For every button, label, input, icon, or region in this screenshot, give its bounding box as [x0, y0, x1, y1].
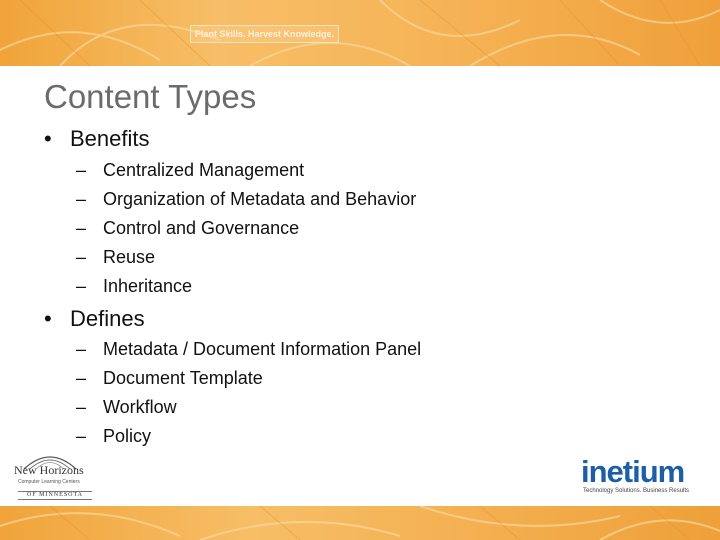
- list-item-label: Centralized Management: [103, 160, 305, 180]
- list-item-label: Document Template: [103, 368, 263, 388]
- list-item: [76, 276, 192, 297]
- inetium-tagline: Technology Solutions. Business Results: [583, 488, 690, 494]
- list-item: [76, 160, 304, 181]
- dash-marker: –: [76, 426, 87, 446]
- bullet-marker: •: [44, 126, 52, 151]
- new-horizons-state: OF MINNESOTA: [18, 491, 92, 500]
- bullet-label: Benefits: [70, 126, 150, 151]
- list-item-label: Workflow: [103, 397, 177, 417]
- dash-marker: –: [76, 397, 87, 417]
- dash-marker: –: [76, 189, 87, 209]
- dash-marker: –: [76, 276, 87, 296]
- slide-title: Content Types: [44, 78, 257, 115]
- bullet-defines: [44, 306, 145, 332]
- list-item: [76, 426, 151, 447]
- footer-pattern: [0, 506, 720, 540]
- new-horizons-logo: [14, 451, 94, 499]
- bullet-marker: •: [44, 306, 52, 331]
- list-item: [76, 397, 177, 418]
- list-item-label: Metadata / Document Information Panel: [103, 339, 422, 359]
- bullet-label: Defines: [70, 306, 145, 331]
- header-banner: [0, 0, 720, 66]
- dash-marker: –: [76, 160, 87, 180]
- list-item-label: Reuse: [103, 247, 156, 267]
- dash-marker: –: [76, 368, 87, 388]
- new-horizons-subtitle: Computer Learning Centers: [18, 479, 80, 485]
- list-item-label: Control and Governance: [103, 218, 300, 238]
- list-item: [76, 218, 299, 239]
- list-item-label: Organization of Metadata and Behavior: [103, 189, 417, 209]
- dash-marker: –: [76, 247, 87, 267]
- inetium-logo: [580, 454, 700, 499]
- tagline: Plant Skills. Harvest Knowledge.: [190, 25, 339, 43]
- dash-marker: –: [76, 218, 87, 238]
- list-item-label: Inheritance: [103, 276, 193, 296]
- bullet-benefits: [44, 126, 150, 152]
- list-item: [76, 339, 421, 360]
- list-item: [76, 368, 263, 389]
- list-item: [76, 247, 155, 268]
- list-item: [76, 189, 416, 210]
- banner-pattern: [0, 0, 720, 66]
- footer-banner: [0, 506, 720, 540]
- inetium-name: inetium: [581, 454, 685, 489]
- dash-marker: –: [76, 339, 87, 359]
- list-item-label: Policy: [103, 426, 152, 446]
- new-horizons-name: New Horizons: [14, 463, 84, 477]
